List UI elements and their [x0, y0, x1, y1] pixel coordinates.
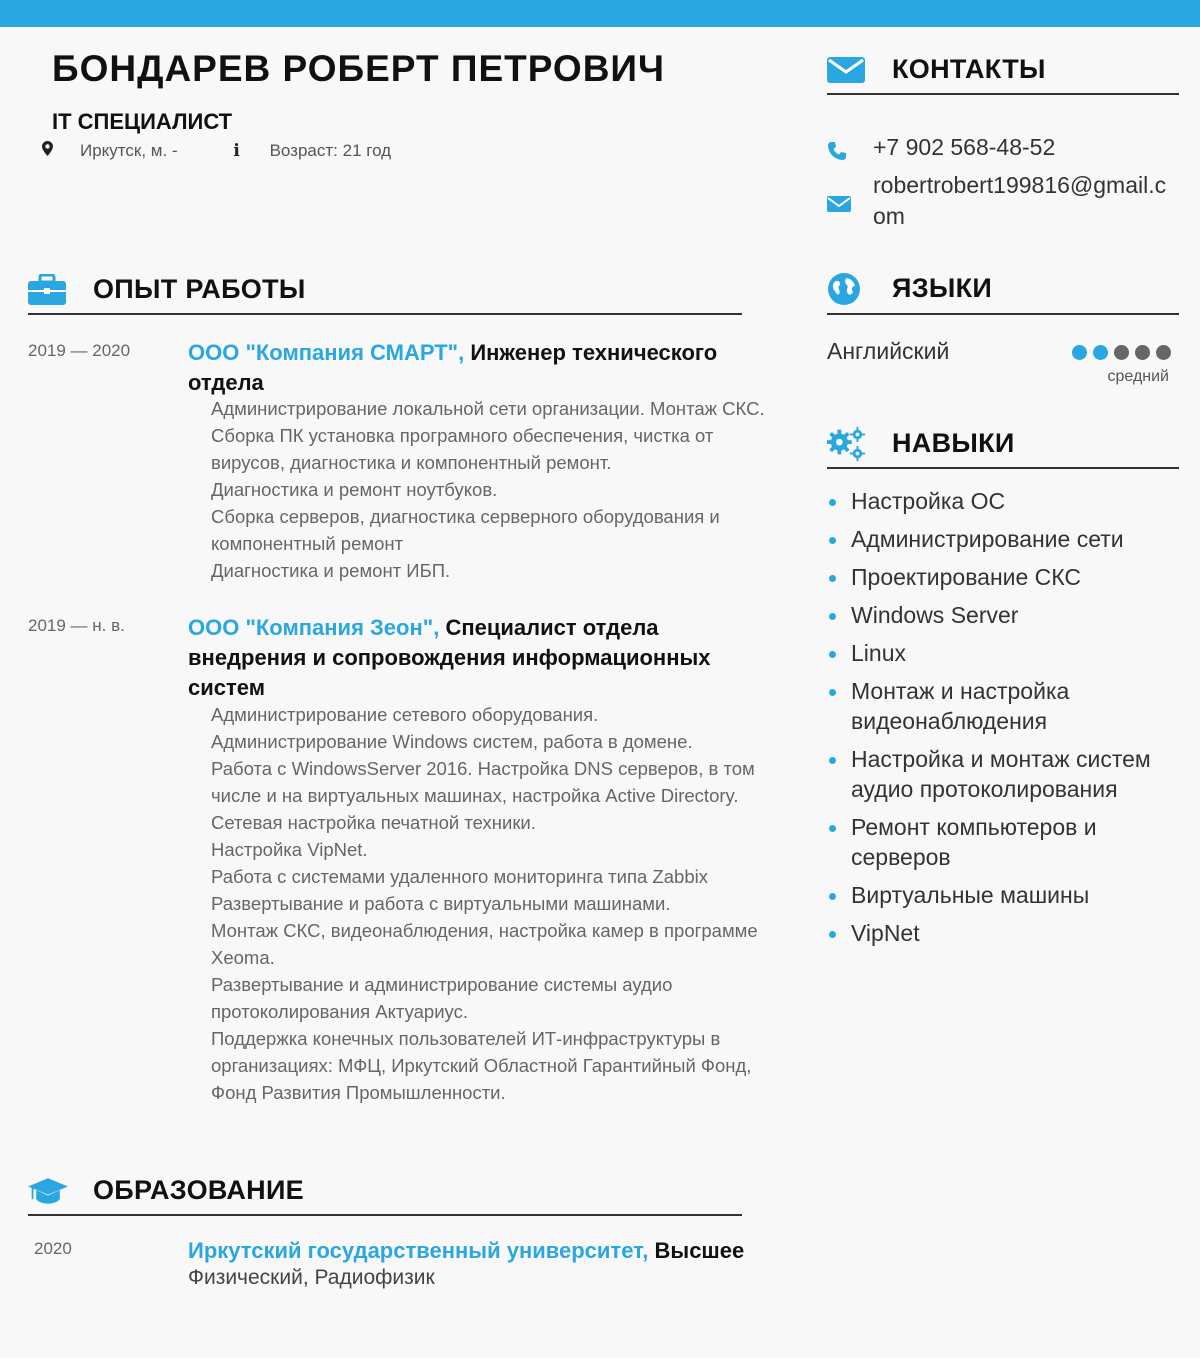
rating-dot	[1135, 345, 1150, 360]
duty-item: Развертывание и администрирование системы аудио протоколирования Актуариус.	[211, 974, 673, 1022]
duty-item: Монтаж СКС, видеонаблюдения, настройка камер в программе Xeoma.	[211, 920, 758, 968]
company-link[interactable]: ООО "Компания Зеон",	[188, 615, 440, 640]
envelope-icon	[827, 52, 867, 88]
skill-item	[827, 600, 1179, 630]
education-section-header	[28, 1167, 742, 1216]
company-link[interactable]: ООО "Компания СМАРТ",	[188, 340, 465, 365]
education-title	[188, 1236, 788, 1266]
job-position: Инженер технического отдела	[188, 340, 718, 395]
experience-heading: ОПЫТ РАБОТЫ	[93, 274, 306, 304]
skill-item	[827, 880, 1179, 910]
age-text: Возраст: 21 год	[269, 141, 392, 160]
duty-item: Сборка серверов, диагностика серверного оборудования и компонентный ремонт	[211, 506, 720, 554]
skill-label: Проектирование СКС	[851, 564, 1082, 590]
skill-label: Администрирование сети	[851, 526, 1124, 552]
job-period: 2019 — н. в.	[28, 616, 125, 635]
job-duties	[211, 701, 781, 1106]
globe-icon	[827, 271, 867, 307]
skill-item	[827, 744, 1179, 804]
phone-number[interactable]: +7 902 568-48-52	[873, 134, 1056, 160]
language-level: средний	[1107, 368, 1169, 385]
rating-dot	[1156, 345, 1171, 360]
duty-item: Настройка VipNet.	[211, 839, 368, 860]
contacts-section-header	[827, 46, 1179, 95]
skill-label: Виртуальные машины	[851, 882, 1090, 908]
rating-dot	[1072, 345, 1087, 360]
duty-item: Администрирование Windows систем, работа в домене.	[211, 731, 693, 752]
duty-item: Диагностика и ремонт ИБП.	[211, 560, 451, 581]
person-meta	[40, 141, 391, 161]
email-address[interactable]: robertrobert199816@gmail.com	[873, 172, 1167, 229]
info-icon: i	[233, 141, 240, 161]
skill-item	[827, 562, 1179, 592]
education-degree: Высшее	[654, 1238, 745, 1263]
skills-list	[827, 486, 1179, 956]
job-duties	[211, 395, 781, 584]
phone-icon	[827, 132, 873, 163]
languages-section-header	[827, 264, 1179, 315]
duty-item: Администрирование локальной сети организации. Монтаж СКС.	[211, 398, 765, 419]
skill-label: Windows Server	[851, 602, 1019, 628]
skill-item	[827, 812, 1179, 872]
skill-item	[827, 524, 1179, 554]
contacts-heading: КОНТАКТЫ	[892, 54, 1046, 84]
experience-section-header	[28, 266, 742, 315]
email-row	[827, 170, 1173, 232]
languages-heading: ЯЗЫКИ	[892, 273, 993, 303]
skill-item	[827, 676, 1179, 736]
skill-label: Linux	[851, 640, 906, 666]
skill-item	[827, 638, 1179, 668]
duty-item: Администрирование сетевого оборудования.	[211, 704, 599, 725]
language-name: Английский	[827, 338, 950, 364]
job-period: 2019 — 2020	[28, 341, 131, 360]
top-accent-bar	[0, 0, 1200, 27]
job-title	[188, 338, 773, 398]
job-title	[188, 613, 773, 703]
education-faculty: Физический, Радиофизик	[188, 1266, 435, 1289]
rating-dot	[1114, 345, 1129, 360]
duty-item: Сборка ПК установка програмного обеспечения, чистка от вирусов, диагностика и компонентный ремонт.	[211, 425, 714, 473]
skill-item	[827, 918, 1179, 948]
duty-item: Работа с системами удаленного мониторинга типа Zabbix	[211, 866, 708, 887]
skill-label: Настройка ОС	[851, 488, 1006, 514]
graduation-cap-icon	[28, 1173, 68, 1209]
location-text: Иркутск, м. -	[80, 141, 178, 160]
skills-heading: НАВЫКИ	[892, 428, 1015, 458]
skill-label: Ремонт компьютеров и серверов	[851, 814, 1097, 870]
skill-label: Монтаж и настройка видеонаблюдения	[851, 678, 1070, 734]
job-position: Специалист отдела внедрения и сопровождения информационных систем	[188, 615, 711, 700]
job-role: IT СПЕЦИАЛИСТ	[52, 109, 233, 134]
duty-item: Развертывание и работа с виртуальными машинами.	[211, 893, 671, 914]
duty-item: Работа с WindowsServer 2016. Настройка DNS серверов, в том числе и на виртуальных машинах, настройка Active Directory.	[211, 758, 755, 806]
language-rating	[1072, 345, 1171, 360]
duty-item: Сетевая настройка печатной техники.	[211, 812, 536, 833]
skills-section-header	[827, 420, 1179, 469]
rating-dot	[1093, 345, 1108, 360]
map-pin-icon	[40, 141, 54, 161]
briefcase-icon	[28, 272, 68, 308]
skill-item	[827, 486, 1179, 516]
institution-link[interactable]: Иркутский государственный университет,	[188, 1238, 649, 1263]
education-heading: ОБРАЗОВАНИЕ	[93, 1175, 304, 1205]
duty-item: Поддержка конечных пользователей ИТ-инфраструктуры в организациях: МФЦ, Иркутский Областной Гарантийный Фонд, Фонд Развития Промышленности.	[211, 1028, 752, 1103]
email-icon	[827, 170, 873, 232]
skill-label: VipNet	[851, 920, 920, 946]
education-year: 2020	[34, 1239, 72, 1258]
duty-item: Диагностика и ремонт ноутбуков.	[211, 479, 498, 500]
skill-label: Настройка и монтаж систем аудио протоколирования	[851, 746, 1151, 802]
gears-icon	[827, 426, 867, 462]
person-name: БОНДАРЕВ РОБЕРТ ПЕТРОВИЧ	[52, 48, 666, 89]
phone-row	[827, 132, 1173, 163]
